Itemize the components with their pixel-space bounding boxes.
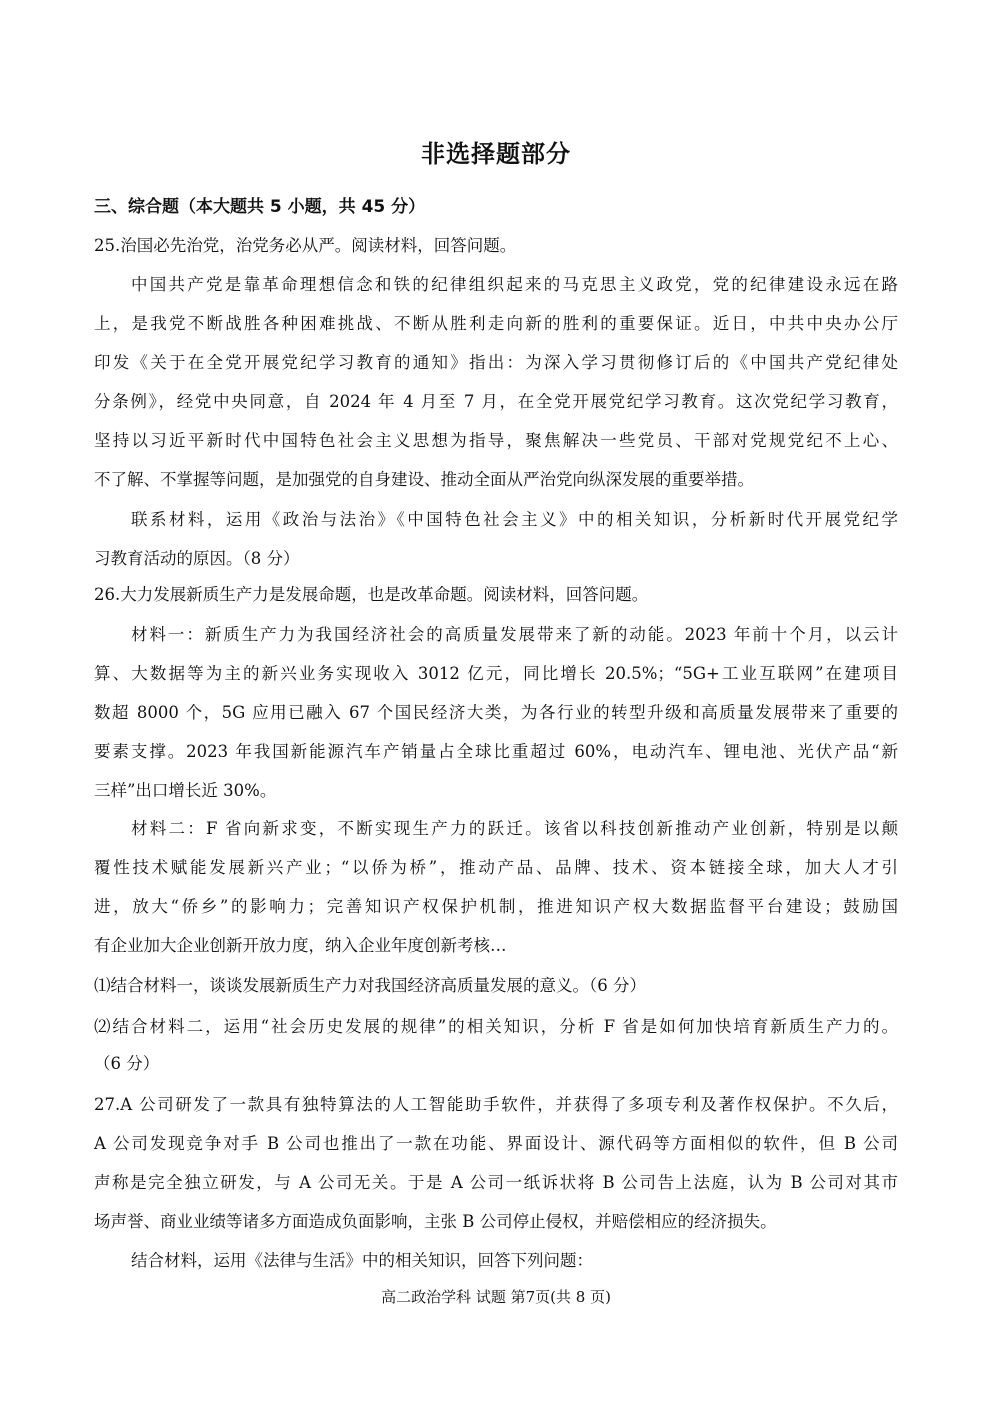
q26-material1-line: 要素支撑。2023 年我国新能源汽车产销量占全球比重超过 60%，电动汽车、锂电池、光伏产品“新 [94,742,898,761]
q27-stem-line: 场声誉、商业业绩等诸多方面造成负面影响，主张 B 公司停止侵权，并赔偿相应的经济损失。 [94,1212,777,1231]
q26-material2-line: 有企业加大企业创新开放力度，纳入企业年度创新考核… [94,936,507,955]
q26-material2-line: 进，放大“侨乡”的影响力；完善知识产权保护机制，推进知识产权大数据监督平台建设；鼓励国 [94,897,898,916]
section-heading: 三、综合题（本大题共 5 小题，共 45 分） [94,197,426,217]
q27-question: 结合材料，运用《法律与生活》中的相关知识，回答下列问题： [131,1251,593,1270]
q25-material-line: 中国共产党是靠革命理想信念和铁的纪律组织起来的马克思主义政党，党的纪律建设永远在路 [131,275,898,294]
q27-stem-line: A 公司发现竞争对手 B 公司也推出了一款在功能、界面设计、源代码等方面相似的软件，但 B 公司 [94,1134,898,1153]
q25-question-line: 联系材料，运用《政治与法治》《中国特色社会主义》中的相关知识，分析新时代开展党纪学 [131,510,898,529]
q25-stem: 25.治国必先治党，治党务必从严。阅读材料，回答问题。 [94,236,517,255]
q26-subquestion-1: ⑴结合材料一，谈谈发展新质生产力对我国经济高质量发展的意义。（6 分） [94,976,646,995]
q25-material-line: 分条例》，经党中央同意，自 2024 年 4 月至 7 月，在全党开展党纪学习教育。这次党纪学习教育， [94,392,898,411]
q26-material2-line: 覆性技术赋能发展新兴产业；“以侨为桥”，推动产品、品牌、技术、资本链接全球，加大人才引 [94,858,898,877]
q25-material-line: 坚持以习近平新时代中国特色社会主义思想为指导，聚焦解决一些党员、干部对党规党纪不上心、 [94,431,898,450]
q27-stem-line: 声称是完全独立研发，与 A 公司无关。于是 A 公司一纸诉状将 B 公司告上法庭，认为 B 公司对其市 [94,1173,898,1192]
q26-material1-line: 材料一：新质生产力为我国经济社会的高质量发展带来了新的动能。2023 年前十个月，以云计 [131,625,898,644]
q25-material-line: 印发《关于在全党开展党纪学习教育的通知》指出：为深入学习贯彻修订后的《中国共产党纪律处 [94,353,898,372]
q25-material-line: 上，是我党不断战胜各种困难挑战、不断从胜利走向新的胜利的重要保证。近日，中共中央办公厅 [94,314,898,333]
q26-material2-line: 材料二：F 省向新求变，不断实现生产力的跃迁。该省以科技创新推动产业创新，特别是以颠 [131,819,898,838]
page-footer: 高二政治学科 试题 第7页(共 8 页) [381,1288,611,1306]
q27-stem-line: 27.A 公司研发了一款具有独特算法的人工智能助手软件，并获得了多项专利及著作权保护。不久后， [94,1095,898,1114]
q26-material1-line: 三样”出口增长近 30%。 [94,781,277,800]
q25-material-line: 不了解、不掌握等问题，是加强党的自身建设、推动全面从严治党向纵深发展的重要举措。 [94,470,754,489]
q26-material1-line: 算、大数据等为主的新兴业务实现收入 3012 亿元，同比增长 20.5%；“5G+工业互联网”在建项目 [94,664,898,683]
q25-question-line: 习教育活动的原因。（8 分） [94,549,300,568]
q26-material1-line: 数超 8000 个，5G 应用已融入 67 个国民经济大类，为各行业的转型升级和高质量发展带来了重要的 [94,703,898,722]
q26-subquestion-2-line: ⑵结合材料二，运用“社会历史发展的规律”的相关知识，分析 F 省是如何加快培育新质生产力的。 [94,1017,898,1036]
page-title: 非选择题部分 [421,140,571,168]
q26-stem: 26.大力发展新质生产力是发展命题，也是改革命题。阅读材料，回答问题。 [94,585,649,604]
q26-subquestion-2-line: （6 分） [94,1054,160,1073]
